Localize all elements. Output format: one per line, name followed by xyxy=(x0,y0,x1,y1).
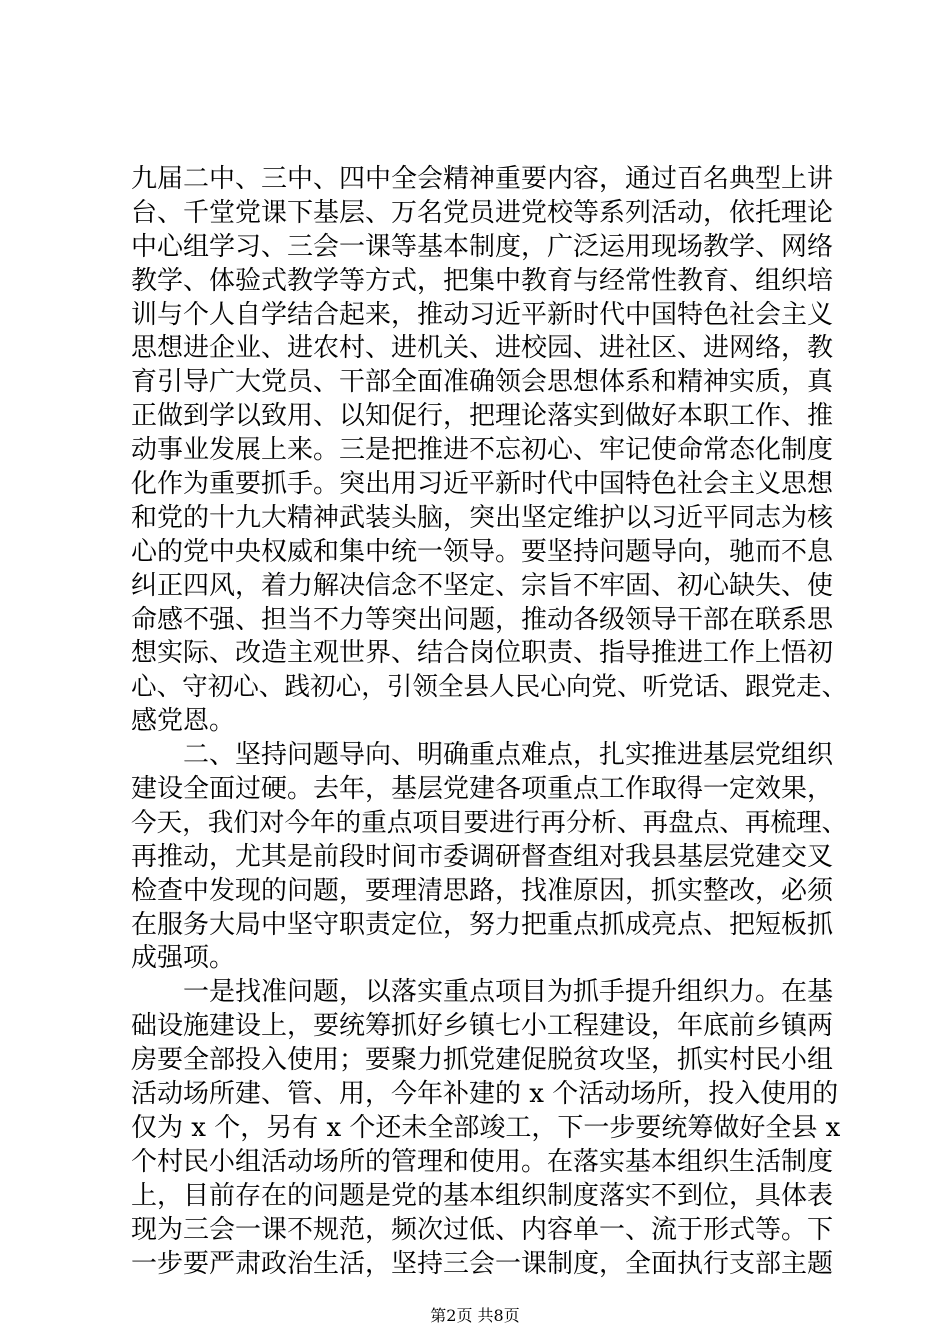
text-line: 纠正四风，着力解决信念不坚定、宗旨不牢固、初心缺失、使 xyxy=(131,570,834,601)
text-line: 动事业发展上来。三是把推进不忘初心、牢记使命常态化制度 xyxy=(131,435,834,466)
text-line: 正做到学以致用、以知促行，把理论落实到做好本职工作、推 xyxy=(131,401,834,432)
text-line: 今天，我们对今年的重点项目要进行再分析、再盘点、再梳理、 xyxy=(131,807,848,838)
text-line: 台、千堂党课下基层、万名党员进党校等系列活动，依托理论 xyxy=(131,197,834,228)
text-line: 想实际、改造主观世界、结合岗位职责、指导推进工作上悟初 xyxy=(131,638,834,669)
text-line: 建设全面过硬。去年，基层党建各项重点工作取得一定效果， xyxy=(131,774,834,805)
text-line: 命感不强、担当不力等突出问题，推动各级领导干部在联系思 xyxy=(131,604,834,635)
text-line: 个村民小组活动场所的管理和使用。在落实基本组织生活制度 xyxy=(131,1146,834,1177)
text-line: 成强项。 xyxy=(131,943,236,974)
text-line: 心、守初心、践初心，引领全县人民心向党、听党话、跟党走、 xyxy=(131,672,848,703)
body-text xyxy=(131,163,851,1281)
text-line: 育引导广大党员、干部全面准确领会思想体系和精神实质，真 xyxy=(131,367,834,398)
text-line: 感党恩。 xyxy=(131,706,236,737)
text-line: 房要全部投入使用；要聚力抓党建促脱贫攻坚，抓实村民小组 xyxy=(131,1045,834,1076)
text-line: 在服务大局中坚守职责定位，努力把重点抓成亮点、把短板抓 xyxy=(131,909,834,940)
text-line: 一步要严肃政治生活，坚持三会一课制度，全面执行支部主题 xyxy=(131,1248,834,1279)
page-number-footer: 第2页 共8页 xyxy=(430,1306,520,1325)
text-line: 仅为 x 个，另有 x 个还未全部竣工，下一步要统筹做好全县 x xyxy=(131,1112,841,1143)
text-line: 心的党中央权威和集中统一领导。要坚持问题导向，驰而不息 xyxy=(131,536,834,567)
text-line: 二、坚持问题导向、明确重点难点，扎实推进基层党组织 xyxy=(131,740,834,771)
text-line: 检查中发现的问题，要理清思路，找准原因，抓实整改，必须 xyxy=(131,875,834,906)
text-line: 和党的十九大精神武装头脑，突出坚定维护以习近平同志为核 xyxy=(131,502,834,533)
text-line: 中心组学习、三会一课等基本制度，广泛运用现场教学、网络 xyxy=(131,231,834,262)
text-line: 思想进企业、进农村、进机关、进校园、进社区、进网络，教 xyxy=(131,333,834,364)
text-line: 上，目前存在的问题是党的基本组织制度落实不到位，具体表 xyxy=(131,1180,834,1211)
text-line: 再推动，尤其是前段时间市委调研督查组对我县基层党建交叉 xyxy=(131,841,834,872)
text-line: 九届二中、三中、四中全会精神重要内容，通过百名典型上讲 xyxy=(131,164,834,194)
text-line: 一是找准问题，以落实重点项目为抓手提升组织力。在基 xyxy=(131,977,834,1008)
text-line: 活动场所建、管、用，今年补建的 x 个活动场所，投入使用的 xyxy=(131,1079,839,1110)
text-line: 训与个人自学结合起来，推动习近平新时代中国特色社会主义 xyxy=(131,299,834,330)
text-line: 现为三会一课不规范，频次过低、内容单一、流于形式等。下 xyxy=(131,1214,834,1245)
text-line: 教学、体验式教学等方式，把集中教育与经常性教育、组织培 xyxy=(131,265,834,296)
text-line: 础设施建设上，要统筹抓好乡镇七小工程建设，年底前乡镇两 xyxy=(131,1011,834,1042)
text-line: 化作为重要抓手。突出用习近平新时代中国特色社会主义思想 xyxy=(131,469,834,500)
